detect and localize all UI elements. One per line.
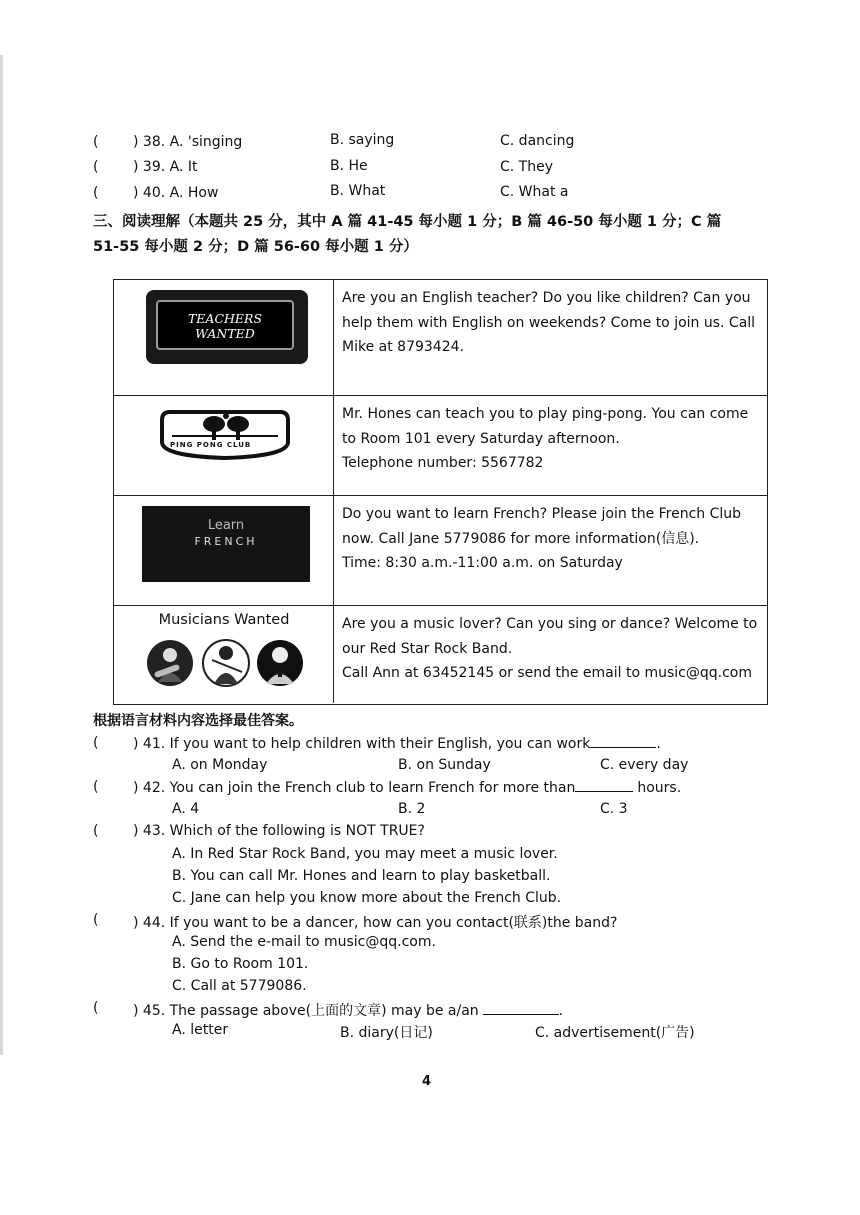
q42-stem: ) 42. You can join the French club to learn French for more than hours. bbox=[133, 780, 682, 796]
page-edge bbox=[0, 55, 3, 1055]
q38-option-a: ) 38. A. 'singing bbox=[133, 134, 243, 150]
musicians-wanted-title: Musicians Wanted bbox=[158, 612, 290, 628]
q38-option-c: C. dancing bbox=[500, 133, 575, 149]
answer-blank[interactable] bbox=[575, 779, 633, 792]
q43-option-c: C. Jane can help you know more about the French Club. bbox=[172, 890, 562, 906]
q41-option-c: C. every day bbox=[600, 757, 689, 773]
q42-option-c: C. 3 bbox=[600, 801, 628, 817]
q40-option-a: ) 40. A. How bbox=[133, 185, 219, 201]
answer-paren: ( bbox=[93, 912, 99, 928]
section-heading-line2: 51-55 每小题 2 分；D 篇 56-60 每小题 1 分） bbox=[93, 239, 418, 255]
ad-row-french bbox=[114, 496, 767, 606]
guitarist-icon bbox=[146, 638, 194, 688]
ad-row-teachers bbox=[114, 280, 767, 396]
ad-image-cell bbox=[114, 280, 334, 395]
instruction: 根据语言材料内容选择最佳答案。 bbox=[93, 713, 303, 729]
ad-text: Are you a music lover? Can you sing or dance? Welcome to our Red Star Rock Band. bbox=[342, 616, 758, 657]
ad-text: Do you want to learn French? Please join the French Club now. Call Jane 5779086 for more information(信息). bbox=[342, 506, 742, 547]
answer-paren: ( bbox=[93, 159, 99, 175]
badge-text: PING PONG CLUB bbox=[170, 441, 252, 449]
q42-option-a: A. 4 bbox=[172, 801, 200, 817]
q44-option-c: C. Call at 5779086. bbox=[172, 978, 307, 994]
q42-option-b: B. 2 bbox=[398, 801, 426, 817]
q45-option-b: B. diary(日记) bbox=[340, 1025, 433, 1041]
q41-option-b: B. on Sunday bbox=[398, 757, 491, 773]
ad-contact: Call Ann at 63452145 or send the email to music@qq.com bbox=[342, 665, 752, 681]
ad-text: Are you an English teacher? Do you like children? Can you help them with English on weekends? Come to join us. Call Mike at 8793424. bbox=[342, 290, 756, 355]
q39-option-b: B. He bbox=[330, 158, 368, 174]
teachers-wanted-sign bbox=[146, 290, 308, 364]
ad-text-french bbox=[342, 502, 761, 576]
q38-option-b: B. saying bbox=[330, 132, 395, 148]
section-heading-line1: 三、阅读理解（本题共 25 分，其中 A 篇 41-45 每小题 1 分；B 篇 46-50 每小题 1 分；C 篇 bbox=[93, 214, 722, 230]
q43-option-a: A. In Red Star Rock Band, you may meet a music lover. bbox=[172, 846, 558, 862]
q40-option-c: C. What a bbox=[500, 184, 569, 200]
ad-row-musicians bbox=[114, 606, 767, 703]
ad-phone: Telephone number: 5567782 bbox=[342, 455, 544, 471]
q40-option-b: B. What bbox=[330, 183, 386, 199]
ad-text-musicians bbox=[342, 612, 761, 686]
q44-option-b: B. Go to Room 101. bbox=[172, 956, 309, 972]
answer-paren: ( bbox=[93, 823, 99, 839]
answer-paren: ( bbox=[93, 185, 99, 201]
q44-option-a: A. Send the e-mail to music@qq.com. bbox=[172, 934, 436, 950]
answer-paren: ( bbox=[93, 1000, 99, 1016]
answer-blank[interactable] bbox=[483, 1002, 559, 1015]
ad-text-pingpong bbox=[342, 402, 761, 476]
q45-stem: ) 45. The passage above(上面的文章) may be a/an . bbox=[133, 1003, 564, 1019]
ad-text: Mr. Hones can teach you to play ping-pong. You can come to Room 101 every Saturday afternoon. bbox=[342, 406, 749, 447]
answer-paren: ( bbox=[93, 779, 99, 795]
q43-option-b: B. You can call Mr. Hones and learn to play basketball. bbox=[172, 868, 551, 884]
violinist-icon bbox=[202, 638, 250, 688]
ad-image-cell bbox=[114, 606, 334, 703]
q43-stem: ) 43. Which of the following is NOT TRUE? bbox=[133, 823, 425, 839]
ad-row-pingpong bbox=[114, 396, 767, 496]
learn-text: Learn bbox=[207, 518, 245, 533]
ad-image-cell bbox=[114, 396, 334, 495]
page-number: 4 bbox=[422, 1074, 432, 1089]
ad-table bbox=[113, 279, 768, 705]
answer-paren: ( bbox=[93, 134, 99, 150]
answer-paren: ( bbox=[93, 735, 99, 751]
ad-image-cell bbox=[114, 496, 334, 605]
singer-icon bbox=[256, 638, 304, 688]
ping-pong-club-badge bbox=[154, 406, 296, 462]
q44-stem: ) 44. If you want to be a dancer, how can you contact(联系)the band? bbox=[133, 915, 618, 931]
sign-line2: WANTED bbox=[195, 326, 255, 341]
learn-sub-text: FRENCH bbox=[194, 535, 258, 548]
answer-blank[interactable] bbox=[590, 735, 656, 748]
learn-french-image bbox=[142, 506, 310, 582]
q45-option-c: C. advertisement(广告) bbox=[535, 1025, 695, 1041]
ad-time: Time: 8:30 a.m.-11:00 a.m. on Saturday bbox=[342, 555, 623, 571]
q39-option-a: ) 39. A. It bbox=[133, 159, 198, 175]
q45-option-a: A. letter bbox=[172, 1022, 229, 1038]
q41-stem: ) 41. If you want to help children with their English, you can work . bbox=[133, 736, 661, 752]
ad-text-teachers bbox=[342, 286, 761, 360]
q39-option-c: C. They bbox=[500, 159, 553, 175]
sign-line1: TEACHERS bbox=[187, 311, 263, 326]
q41-option-a: A. on Monday bbox=[172, 757, 268, 773]
